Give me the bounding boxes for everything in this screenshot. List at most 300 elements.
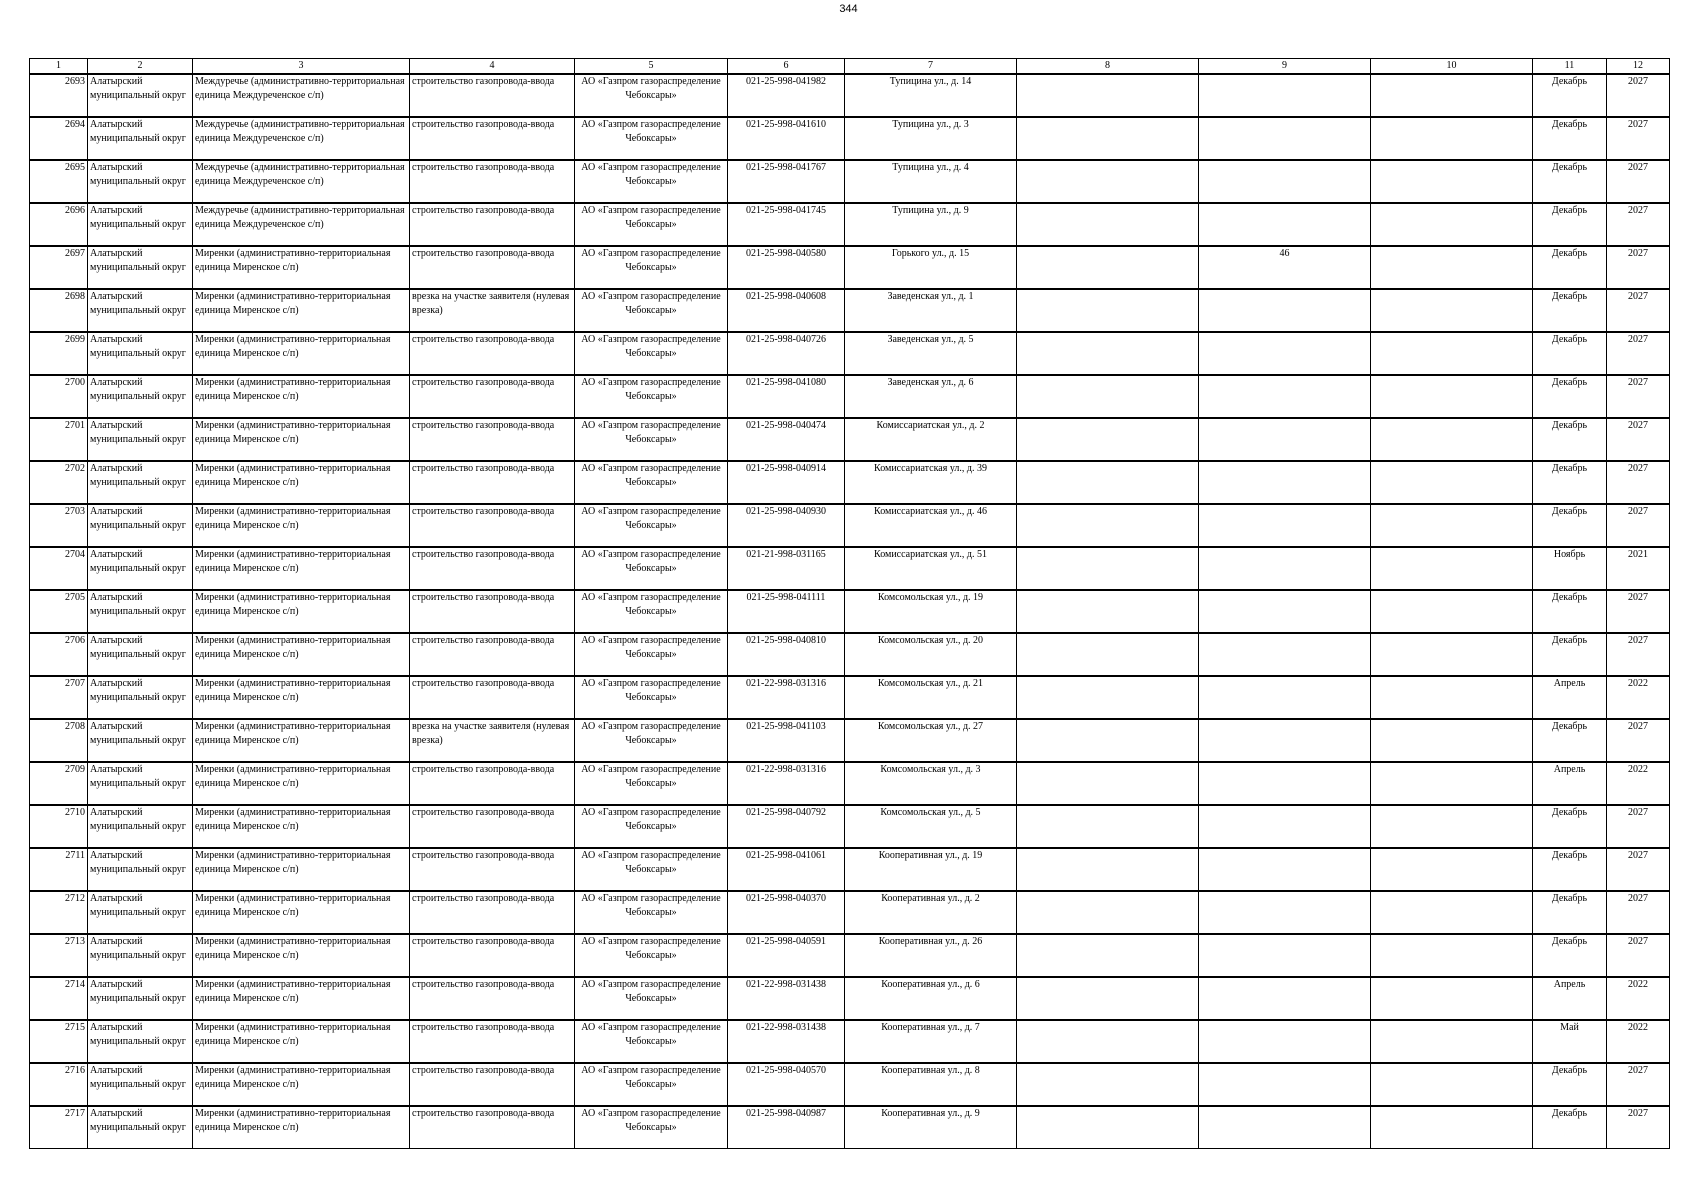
work-type-cell: строительство газопровода-ввода	[410, 934, 575, 977]
table-row	[30, 461, 1670, 504]
address-cell: Тупицина ул., д. 4	[845, 160, 1017, 203]
address-cell: Заведенская ул., д. 1	[845, 289, 1017, 332]
column-9-cell	[1199, 203, 1371, 246]
district-cell: Алатырский муниципальный округ	[88, 1106, 193, 1149]
row-number-cell: 2705	[30, 590, 88, 633]
month-cell: Май	[1533, 1020, 1607, 1063]
district-cell: Алатырский муниципальный округ	[88, 289, 193, 332]
application-code-cell: 021-25-998-040474	[728, 418, 845, 461]
application-code-cell: 021-22-998-031438	[728, 977, 845, 1020]
year-cell: 2027	[1607, 160, 1670, 203]
organization-cell: АО «Газпром газораспределение Чебоксары»	[575, 461, 728, 504]
settlement-cell: Миренки (административно-территориальная единица Миренское с/п)	[193, 676, 410, 719]
month-cell: Апрель	[1533, 762, 1607, 805]
column-9-cell	[1199, 762, 1371, 805]
column-10-cell	[1371, 762, 1533, 805]
month-cell: Апрель	[1533, 977, 1607, 1020]
column-9-cell	[1199, 805, 1371, 848]
row-number-cell: 2714	[30, 977, 88, 1020]
column-8-cell	[1017, 1106, 1199, 1149]
application-code-cell: 021-22-998-031316	[728, 762, 845, 805]
column-9-cell	[1199, 590, 1371, 633]
work-type-cell: строительство газопровода-ввода	[410, 977, 575, 1020]
column-10-cell	[1371, 418, 1533, 461]
organization-cell: АО «Газпром газораспределение Чебоксары»	[575, 246, 728, 289]
application-code-cell: 021-25-998-040930	[728, 504, 845, 547]
work-type-cell: строительство газопровода-ввода	[410, 1063, 575, 1106]
column-8-cell	[1017, 332, 1199, 375]
settlement-cell: Миренки (административно-территориальная единица Миренское с/п)	[193, 1063, 410, 1106]
column-9-cell	[1199, 1063, 1371, 1106]
organization-cell: АО «Газпром газораспределение Чебоксары»	[575, 332, 728, 375]
column-10-cell	[1371, 74, 1533, 117]
column-10-cell	[1371, 160, 1533, 203]
column-10-cell	[1371, 246, 1533, 289]
work-type-cell: врезка на участке заявителя (нулевая врезка)	[410, 719, 575, 762]
table-row	[30, 289, 1670, 332]
application-code-cell: 021-25-998-041111	[728, 590, 845, 633]
column-header: 1	[30, 59, 88, 75]
work-type-cell: строительство газопровода-ввода	[410, 504, 575, 547]
district-cell: Алатырский муниципальный округ	[88, 160, 193, 203]
table-row	[30, 762, 1670, 805]
address-cell: Кооперативная ул., д. 19	[845, 848, 1017, 891]
year-cell: 2027	[1607, 203, 1670, 246]
month-cell: Декабрь	[1533, 848, 1607, 891]
settlement-cell: Миренки (административно-территориальная единица Миренское с/п)	[193, 246, 410, 289]
month-cell: Декабрь	[1533, 375, 1607, 418]
column-9-cell	[1199, 1106, 1371, 1149]
address-cell: Заведенская ул., д. 6	[845, 375, 1017, 418]
column-8-cell	[1017, 504, 1199, 547]
settlement-cell: Миренки (административно-территориальная единица Миренское с/п)	[193, 1106, 410, 1149]
district-cell: Алатырский муниципальный округ	[88, 676, 193, 719]
month-cell: Декабрь	[1533, 74, 1607, 117]
registry-table	[29, 58, 1670, 1149]
column-9-cell	[1199, 891, 1371, 934]
application-code-cell: 021-25-998-040591	[728, 934, 845, 977]
work-type-cell: строительство газопровода-ввода	[410, 590, 575, 633]
column-number-row	[30, 59, 1670, 75]
work-type-cell: строительство газопровода-ввода	[410, 762, 575, 805]
row-number-cell: 2697	[30, 246, 88, 289]
organization-cell: АО «Газпром газораспределение Чебоксары»	[575, 934, 728, 977]
table-row	[30, 633, 1670, 676]
organization-cell: АО «Газпром газораспределение Чебоксары»	[575, 160, 728, 203]
address-cell: Комсомольская ул., д. 20	[845, 633, 1017, 676]
organization-cell: АО «Газпром газораспределение Чебоксары»	[575, 1106, 728, 1149]
year-cell: 2027	[1607, 590, 1670, 633]
district-cell: Алатырский муниципальный округ	[88, 719, 193, 762]
column-9-cell	[1199, 633, 1371, 676]
year-cell: 2027	[1607, 289, 1670, 332]
column-9-cell	[1199, 547, 1371, 590]
row-number-cell: 2699	[30, 332, 88, 375]
district-cell: Алатырский муниципальный округ	[88, 848, 193, 891]
row-number-cell: 2713	[30, 934, 88, 977]
year-cell: 2027	[1607, 719, 1670, 762]
month-cell: Декабрь	[1533, 246, 1607, 289]
row-number-cell: 2693	[30, 74, 88, 117]
year-cell: 2027	[1607, 117, 1670, 160]
registry-body	[30, 74, 1670, 1149]
work-type-cell: строительство газопровода-ввода	[410, 891, 575, 934]
address-cell: Тупицина ул., д. 3	[845, 117, 1017, 160]
table-row	[30, 504, 1670, 547]
row-number-cell: 2711	[30, 848, 88, 891]
row-number-cell: 2707	[30, 676, 88, 719]
month-cell: Декабрь	[1533, 633, 1607, 676]
address-cell: Комсомольская ул., д. 19	[845, 590, 1017, 633]
application-code-cell: 021-21-998-031165	[728, 547, 845, 590]
table-row	[30, 332, 1670, 375]
column-8-cell	[1017, 1020, 1199, 1063]
year-cell: 2027	[1607, 332, 1670, 375]
address-cell: Кооперативная ул., д. 26	[845, 934, 1017, 977]
column-9-cell	[1199, 719, 1371, 762]
district-cell: Алатырский муниципальный округ	[88, 547, 193, 590]
table-row	[30, 590, 1670, 633]
table-row	[30, 805, 1670, 848]
column-9-cell	[1199, 676, 1371, 719]
column-9-cell	[1199, 461, 1371, 504]
month-cell: Декабрь	[1533, 590, 1607, 633]
year-cell: 2027	[1607, 1063, 1670, 1106]
work-type-cell: строительство газопровода-ввода	[410, 676, 575, 719]
settlement-cell: Миренки (административно-территориальная единица Миренское с/п)	[193, 461, 410, 504]
column-10-cell	[1371, 934, 1533, 977]
district-cell: Алатырский муниципальный округ	[88, 891, 193, 934]
column-8-cell	[1017, 1063, 1199, 1106]
organization-cell: АО «Газпром газораспределение Чебоксары»	[575, 117, 728, 160]
address-cell: Комсомольская ул., д. 3	[845, 762, 1017, 805]
row-number-cell: 2710	[30, 805, 88, 848]
district-cell: Алатырский муниципальный округ	[88, 590, 193, 633]
organization-cell: АО «Газпром газораспределение Чебоксары»	[575, 289, 728, 332]
year-cell: 2027	[1607, 246, 1670, 289]
organization-cell: АО «Газпром газораспределение Чебоксары»	[575, 805, 728, 848]
address-cell: Заведенская ул., д. 5	[845, 332, 1017, 375]
table-row	[30, 117, 1670, 160]
row-number-cell: 2709	[30, 762, 88, 805]
column-8-cell	[1017, 633, 1199, 676]
organization-cell: АО «Газпром газораспределение Чебоксары»	[575, 1063, 728, 1106]
address-cell: Кооперативная ул., д. 8	[845, 1063, 1017, 1106]
application-code-cell: 021-25-998-040370	[728, 891, 845, 934]
organization-cell: АО «Газпром газораспределение Чебоксары»	[575, 676, 728, 719]
row-number-cell: 2715	[30, 1020, 88, 1063]
address-cell: Комиссариатская ул., д. 46	[845, 504, 1017, 547]
year-cell: 2027	[1607, 1106, 1670, 1149]
row-number-cell: 2700	[30, 375, 88, 418]
settlement-cell: Междуречье (административно-территориальная единица Междуреченское с/п)	[193, 117, 410, 160]
application-code-cell: 021-25-998-041080	[728, 375, 845, 418]
address-cell: Комиссариатская ул., д. 39	[845, 461, 1017, 504]
organization-cell: АО «Газпром газораспределение Чебоксары»	[575, 633, 728, 676]
column-8-cell	[1017, 418, 1199, 461]
month-cell: Декабрь	[1533, 934, 1607, 977]
column-8-cell	[1017, 590, 1199, 633]
settlement-cell: Миренки (административно-территориальная единица Миренское с/п)	[193, 1020, 410, 1063]
district-cell: Алатырский муниципальный округ	[88, 461, 193, 504]
district-cell: Алатырский муниципальный округ	[88, 246, 193, 289]
column-10-cell	[1371, 633, 1533, 676]
organization-cell: АО «Газпром газораспределение Чебоксары»	[575, 762, 728, 805]
year-cell: 2027	[1607, 633, 1670, 676]
table-row	[30, 1020, 1670, 1063]
column-header: 5	[575, 59, 728, 75]
column-10-cell	[1371, 977, 1533, 1020]
district-cell: Алатырский муниципальный округ	[88, 762, 193, 805]
month-cell: Декабрь	[1533, 805, 1607, 848]
settlement-cell: Междуречье (административно-территориальная единица Междуреченское с/п)	[193, 203, 410, 246]
column-10-cell	[1371, 289, 1533, 332]
column-8-cell	[1017, 289, 1199, 332]
column-8-cell	[1017, 719, 1199, 762]
work-type-cell: строительство газопровода-ввода	[410, 203, 575, 246]
column-8-cell	[1017, 375, 1199, 418]
settlement-cell: Миренки (административно-территориальная единица Миренское с/п)	[193, 332, 410, 375]
column-9-cell	[1199, 418, 1371, 461]
table-row	[30, 676, 1670, 719]
district-cell: Алатырский муниципальный округ	[88, 805, 193, 848]
address-cell: Тупицина ул., д. 14	[845, 74, 1017, 117]
district-cell: Алатырский муниципальный округ	[88, 934, 193, 977]
column-10-cell	[1371, 1063, 1533, 1106]
work-type-cell: строительство газопровода-ввода	[410, 1106, 575, 1149]
column-header: 8	[1017, 59, 1199, 75]
year-cell: 2027	[1607, 805, 1670, 848]
settlement-cell: Междуречье (административно-территориальная единица Междуреченское с/п)	[193, 160, 410, 203]
work-type-cell: строительство газопровода-ввода	[410, 246, 575, 289]
column-9-cell	[1199, 848, 1371, 891]
month-cell: Декабрь	[1533, 719, 1607, 762]
year-cell: 2022	[1607, 977, 1670, 1020]
column-10-cell	[1371, 504, 1533, 547]
column-8-cell	[1017, 203, 1199, 246]
work-type-cell: строительство газопровода-ввода	[410, 160, 575, 203]
column-header: 4	[410, 59, 575, 75]
column-10-cell	[1371, 848, 1533, 891]
year-cell: 2027	[1607, 418, 1670, 461]
column-9-cell	[1199, 117, 1371, 160]
column-header: 11	[1533, 59, 1607, 75]
settlement-cell: Миренки (административно-территориальная единица Миренское с/п)	[193, 977, 410, 1020]
application-code-cell: 021-25-998-040914	[728, 461, 845, 504]
application-code-cell: 021-25-998-040580	[728, 246, 845, 289]
application-code-cell: 021-25-998-040792	[728, 805, 845, 848]
column-10-cell	[1371, 1106, 1533, 1149]
application-code-cell: 021-25-998-040810	[728, 633, 845, 676]
table-row	[30, 848, 1670, 891]
address-cell: Комсомольская ул., д. 21	[845, 676, 1017, 719]
settlement-cell: Миренки (административно-территориальная единица Миренское с/п)	[193, 375, 410, 418]
year-cell: 2027	[1607, 934, 1670, 977]
column-8-cell	[1017, 461, 1199, 504]
column-8-cell	[1017, 246, 1199, 289]
column-9-cell	[1199, 74, 1371, 117]
column-header: 6	[728, 59, 845, 75]
application-code-cell: 021-25-998-041745	[728, 203, 845, 246]
work-type-cell: строительство газопровода-ввода	[410, 1020, 575, 1063]
column-8-cell	[1017, 805, 1199, 848]
column-10-cell	[1371, 332, 1533, 375]
column-9-cell: 46	[1199, 246, 1371, 289]
application-code-cell: 021-25-998-040570	[728, 1063, 845, 1106]
address-cell: Комиссариатская ул., д. 51	[845, 547, 1017, 590]
address-cell: Кооперативная ул., д. 6	[845, 977, 1017, 1020]
month-cell: Декабрь	[1533, 418, 1607, 461]
organization-cell: АО «Газпром газораспределение Чебоксары»	[575, 848, 728, 891]
settlement-cell: Миренки (административно-территориальная единица Миренское с/п)	[193, 289, 410, 332]
district-cell: Алатырский муниципальный округ	[88, 504, 193, 547]
column-10-cell	[1371, 375, 1533, 418]
district-cell: Алатырский муниципальный округ	[88, 203, 193, 246]
table-row	[30, 246, 1670, 289]
organization-cell: АО «Газпром газораспределение Чебоксары»	[575, 891, 728, 934]
table-row	[30, 74, 1670, 117]
address-cell: Комиссариатская ул., д. 2	[845, 418, 1017, 461]
row-number-cell: 2702	[30, 461, 88, 504]
year-cell: 2022	[1607, 762, 1670, 805]
application-code-cell: 021-25-998-040987	[728, 1106, 845, 1149]
year-cell: 2022	[1607, 676, 1670, 719]
work-type-cell: врезка на участке заявителя (нулевая врезка)	[410, 289, 575, 332]
settlement-cell: Миренки (административно-территориальная единица Миренское с/п)	[193, 547, 410, 590]
district-cell: Алатырский муниципальный округ	[88, 1063, 193, 1106]
column-header: 10	[1371, 59, 1533, 75]
organization-cell: АО «Газпром газораспределение Чебоксары»	[575, 74, 728, 117]
table-row	[30, 891, 1670, 934]
row-number-cell: 2712	[30, 891, 88, 934]
work-type-cell: строительство газопровода-ввода	[410, 633, 575, 676]
page-number: 344	[839, 3, 858, 15]
year-cell: 2027	[1607, 891, 1670, 934]
row-number-cell: 2717	[30, 1106, 88, 1149]
column-10-cell	[1371, 719, 1533, 762]
year-cell: 2027	[1607, 74, 1670, 117]
address-cell: Горького ул., д. 15	[845, 246, 1017, 289]
district-cell: Алатырский муниципальный округ	[88, 332, 193, 375]
settlement-cell: Миренки (административно-территориальная единица Миренское с/п)	[193, 418, 410, 461]
table-row	[30, 547, 1670, 590]
settlement-cell: Миренки (административно-территориальная единица Миренское с/п)	[193, 762, 410, 805]
table-row	[30, 160, 1670, 203]
work-type-cell: строительство газопровода-ввода	[410, 805, 575, 848]
column-9-cell	[1199, 977, 1371, 1020]
year-cell: 2022	[1607, 1020, 1670, 1063]
address-cell: Кооперативная ул., д. 7	[845, 1020, 1017, 1063]
district-cell: Алатырский муниципальный округ	[88, 117, 193, 160]
table-row	[30, 203, 1670, 246]
work-type-cell: строительство газопровода-ввода	[410, 332, 575, 375]
row-number-cell: 2696	[30, 203, 88, 246]
month-cell: Декабрь	[1533, 203, 1607, 246]
column-9-cell	[1199, 160, 1371, 203]
organization-cell: АО «Газпром газораспределение Чебоксары»	[575, 977, 728, 1020]
work-type-cell: строительство газопровода-ввода	[410, 461, 575, 504]
table-row	[30, 977, 1670, 1020]
organization-cell: АО «Газпром газораспределение Чебоксары»	[575, 203, 728, 246]
organization-cell: АО «Газпром газораспределение Чебоксары»	[575, 504, 728, 547]
address-cell: Комсомольская ул., д. 27	[845, 719, 1017, 762]
row-number-cell: 2703	[30, 504, 88, 547]
month-cell: Декабрь	[1533, 1063, 1607, 1106]
column-10-cell	[1371, 461, 1533, 504]
address-cell: Кооперативная ул., д. 9	[845, 1106, 1017, 1149]
settlement-cell: Миренки (административно-территориальная единица Миренское с/п)	[193, 590, 410, 633]
work-type-cell: строительство газопровода-ввода	[410, 117, 575, 160]
table-row	[30, 934, 1670, 977]
column-10-cell	[1371, 203, 1533, 246]
table-row	[30, 719, 1670, 762]
table-row	[30, 418, 1670, 461]
application-code-cell: 021-25-998-041767	[728, 160, 845, 203]
settlement-cell: Междуречье (административно-территориальная единица Междуреченское с/п)	[193, 74, 410, 117]
column-8-cell	[1017, 160, 1199, 203]
column-8-cell	[1017, 977, 1199, 1020]
work-type-cell: строительство газопровода-ввода	[410, 547, 575, 590]
row-number-cell: 2695	[30, 160, 88, 203]
column-8-cell	[1017, 848, 1199, 891]
settlement-cell: Миренки (административно-территориальная единица Миренское с/п)	[193, 805, 410, 848]
application-code-cell: 021-22-998-031316	[728, 676, 845, 719]
settlement-cell: Миренки (административно-территориальная единица Миренское с/п)	[193, 934, 410, 977]
address-cell: Комсомольская ул., д. 5	[845, 805, 1017, 848]
column-8-cell	[1017, 934, 1199, 977]
application-code-cell: 021-25-998-041103	[728, 719, 845, 762]
organization-cell: АО «Газпром газораспределение Чебоксары»	[575, 375, 728, 418]
application-code-cell: 021-25-998-041061	[728, 848, 845, 891]
column-10-cell	[1371, 117, 1533, 160]
row-number-cell: 2701	[30, 418, 88, 461]
organization-cell: АО «Газпром газораспределение Чебоксары»	[575, 719, 728, 762]
application-code-cell: 021-25-998-040726	[728, 332, 845, 375]
table-row	[30, 1106, 1670, 1149]
column-9-cell	[1199, 504, 1371, 547]
column-header: 7	[845, 59, 1017, 75]
work-type-cell: строительство газопровода-ввода	[410, 418, 575, 461]
district-cell: Алатырский муниципальный округ	[88, 375, 193, 418]
district-cell: Алатырский муниципальный округ	[88, 1020, 193, 1063]
month-cell: Декабрь	[1533, 891, 1607, 934]
district-cell: Алатырский муниципальный округ	[88, 633, 193, 676]
column-8-cell	[1017, 762, 1199, 805]
column-10-cell	[1371, 805, 1533, 848]
row-number-cell: 2706	[30, 633, 88, 676]
month-cell: Декабрь	[1533, 160, 1607, 203]
column-10-cell	[1371, 590, 1533, 633]
district-cell: Алатырский муниципальный округ	[88, 74, 193, 117]
organization-cell: АО «Газпром газораспределение Чебоксары»	[575, 1020, 728, 1063]
row-number-cell: 2698	[30, 289, 88, 332]
column-header: 3	[193, 59, 410, 75]
column-10-cell	[1371, 891, 1533, 934]
district-cell: Алатырский муниципальный округ	[88, 418, 193, 461]
table-row	[30, 375, 1670, 418]
address-cell: Тупицина ул., д. 9	[845, 203, 1017, 246]
column-header: 9	[1199, 59, 1371, 75]
application-code-cell: 021-25-998-040608	[728, 289, 845, 332]
column-9-cell	[1199, 332, 1371, 375]
column-10-cell	[1371, 1020, 1533, 1063]
year-cell: 2021	[1607, 547, 1670, 590]
year-cell: 2027	[1607, 504, 1670, 547]
column-10-cell	[1371, 547, 1533, 590]
application-code-cell: 021-25-998-041610	[728, 117, 845, 160]
row-number-cell: 2694	[30, 117, 88, 160]
column-header: 2	[88, 59, 193, 75]
